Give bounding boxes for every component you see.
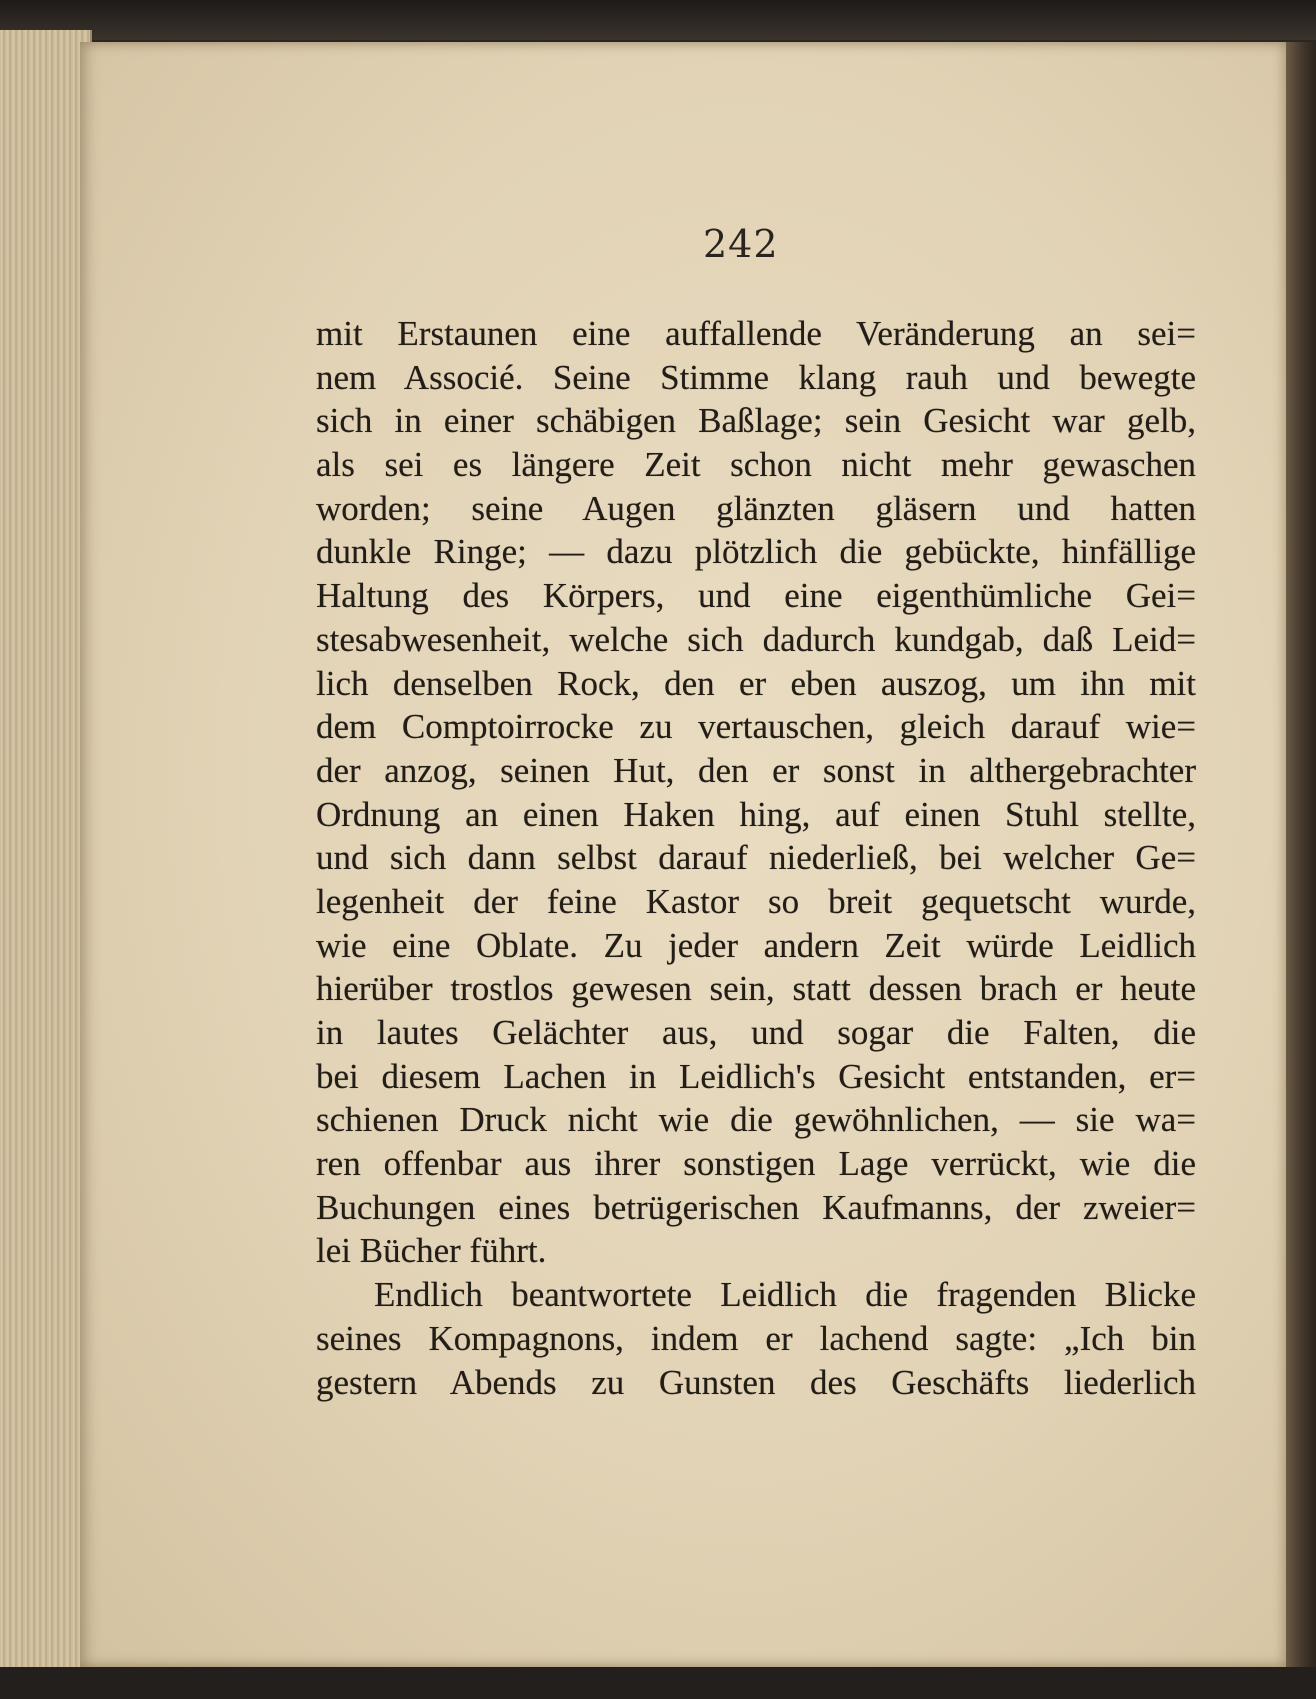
text-line: lich denselben Rock, den er eben auszog, um ihn mit (316, 663, 1196, 703)
text-line: sich in einer schäbigen Baßlage; sein Gesicht war gelb, (316, 401, 1196, 441)
text-line: nem Associé. Seine Stimme klang rauh und bewegte (316, 357, 1196, 397)
body-text (316, 312, 1196, 1404)
text-line: der anzog, seinen Hut, den er sonst in althergebrachter (316, 750, 1196, 790)
text-line: mit Erstaunen eine auffallende Veränderung an sei= (316, 314, 1196, 353)
text-line: dunkle Ringe; — dazu plötzlich die gebückte, hinfällige (316, 532, 1196, 572)
text-line: schienen Druck nicht wie die gewöhnlichen, — sie wa= (316, 1100, 1196, 1140)
text-line: in lautes Gelächter aus, und sogar die Falten, die (316, 1013, 1196, 1052)
text-line: seines Kompagnons, indem er lachend sagte: „Ich bin (316, 1318, 1196, 1358)
page-number: 242 (703, 222, 779, 266)
top-shadow (0, 0, 1316, 40)
page-edges (0, 30, 92, 1670)
text-line: Buchungen eines betrügerischen Kaufmanns, der zweier= (316, 1187, 1196, 1227)
text-line: legenheit der feine Kastor so breit gequetscht wurde, (316, 881, 1196, 921)
text-line: als sei es längere Zeit schon nicht mehr gewaschen (316, 445, 1196, 485)
text-line: Endlich beantwortete Leidlich die fragenden Blicke (374, 1275, 1196, 1315)
text-line: Ordnung an einen Haken hing, auf einen Stuhl stellte, (316, 794, 1196, 834)
text-line: worden; seine Augen glänzten gläsern und hatten (316, 488, 1196, 528)
text-line: dem Comptoirrocke zu vertauschen, gleich darauf wie= (316, 707, 1196, 747)
text-line: wie eine Oblate. Zu jeder andern Zeit würde Leidlich (316, 925, 1196, 965)
text-line: und sich dann selbst darauf niederließ, bei welcher Ge= (316, 838, 1196, 878)
text-line: stesabwesenheit, welche sich dadurch kundgab, daß Leid= (316, 619, 1196, 659)
book-spine (1286, 42, 1316, 1667)
text-line: ren offenbar aus ihrer sonstigen Lage verrückt, wie die (316, 1144, 1196, 1184)
text-line: hierüber trostlos gewesen sein, statt dessen brach er heute (316, 969, 1196, 1009)
text-line: gestern Abends zu Gunsten des Geschäfts liederlich (316, 1362, 1196, 1402)
text-line: lei Bücher führt. (316, 1231, 547, 1271)
bottom-shadow (0, 1667, 1316, 1699)
text-line: bei diesem Lachen in Leidlich's Gesicht entstanden, er= (316, 1056, 1196, 1096)
text-line: Haltung des Körpers, und eine eigenthümliche Gei= (316, 576, 1196, 616)
